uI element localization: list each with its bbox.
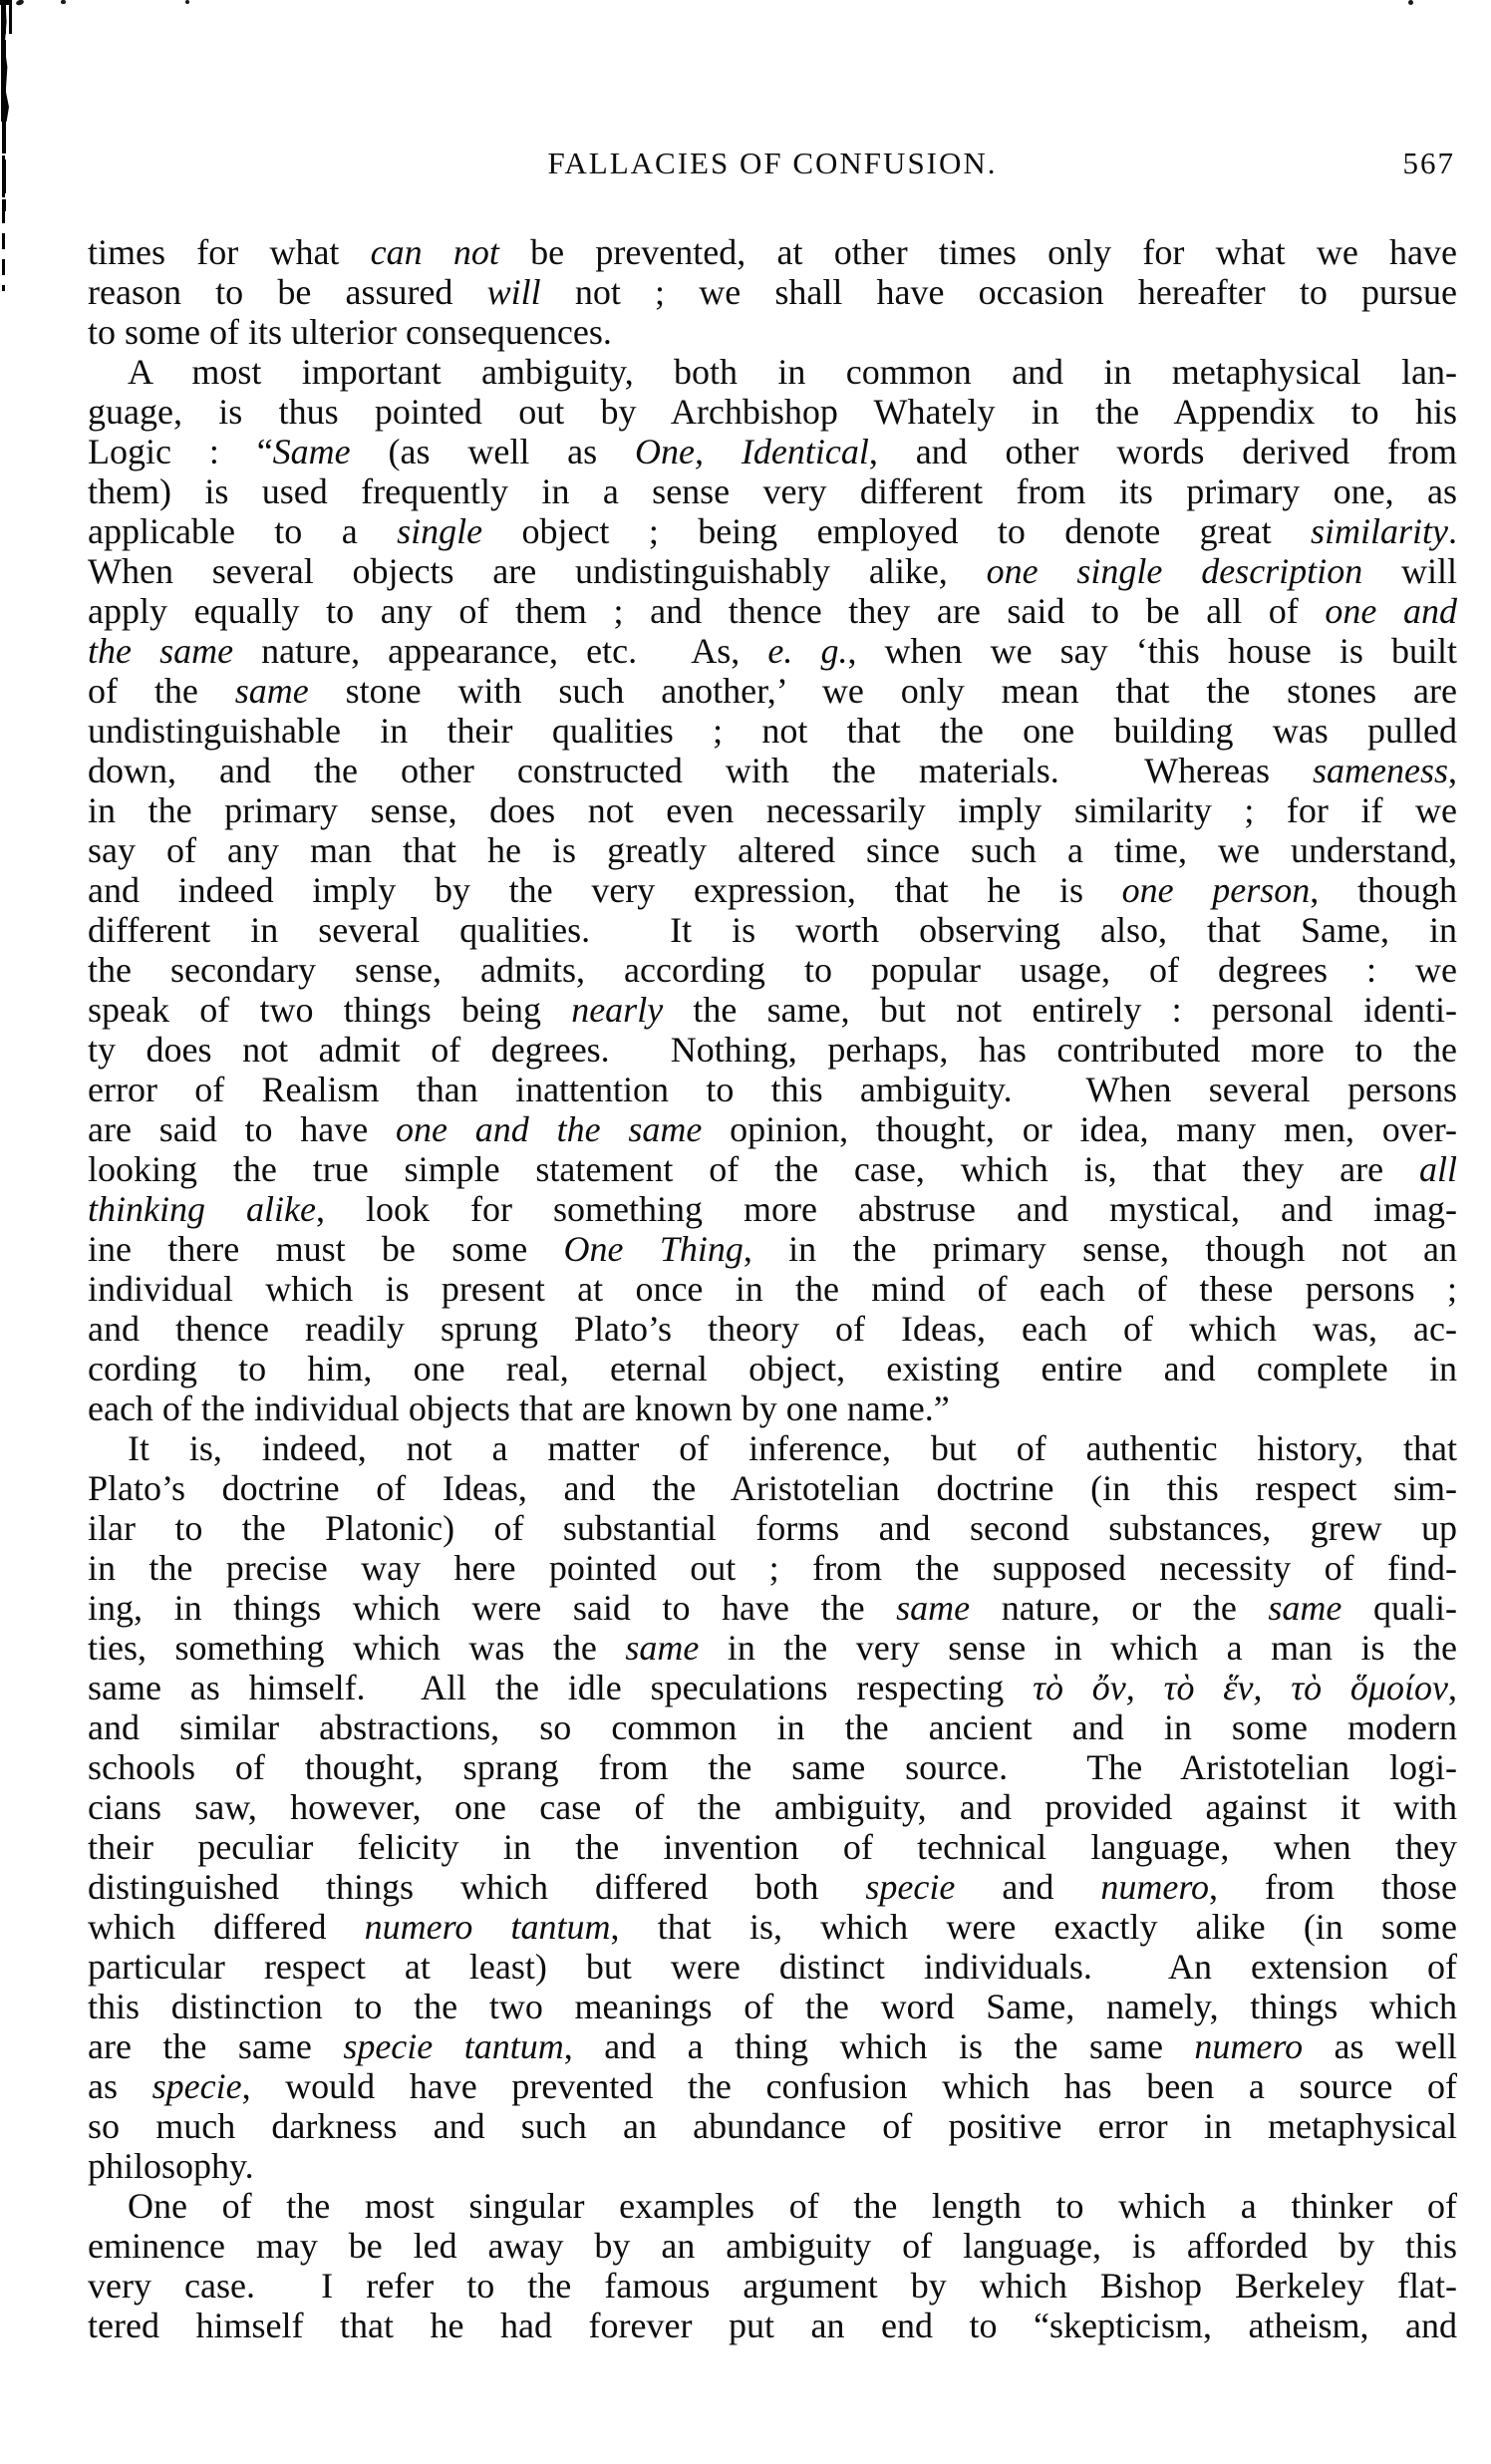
text-segment: in the very sense in which a man is the — [699, 1628, 1458, 1668]
text-line — [88, 2266, 1457, 2306]
text-segment: quali- — [1342, 1588, 1457, 1628]
text-segment: in the primary sense, does not even necessarily imply similarity ; for if we — [88, 790, 1457, 830]
paragraph — [88, 1428, 1457, 2186]
text-line — [88, 232, 1457, 272]
text-segment: applicable to a — [88, 511, 398, 551]
paragraph — [88, 352, 1457, 1428]
text-line — [88, 1867, 1457, 1907]
text-line — [88, 1349, 1457, 1388]
text-line — [88, 1030, 1457, 1070]
text-segment: A most important ambiguity, both in common and in metaphysical lan- — [128, 352, 1457, 392]
text-segment: object ; being employed to denote great — [482, 511, 1311, 551]
text-segment: , — [1448, 751, 1457, 790]
scan-speck — [62, 0, 66, 4]
text-segment: ties, something which was the — [88, 1628, 626, 1668]
text-line — [88, 1189, 1457, 1229]
text-segment: , look for something more abstruse and mystical, and imag- — [315, 1189, 1457, 1229]
italic-text-segment: one person — [1121, 870, 1311, 910]
text-line — [88, 471, 1457, 511]
text-segment: cording to him, one real, eternal object, existing entire and complete in — [88, 1349, 1457, 1388]
text-line — [88, 1628, 1457, 1668]
text-line — [88, 2026, 1457, 2066]
text-line — [88, 352, 1457, 392]
text-line — [88, 830, 1457, 870]
italic-text-segment: thinking alike — [88, 1189, 316, 1229]
page-body-text — [88, 232, 1457, 2345]
text-segment: . — [1448, 511, 1458, 551]
text-segment: Plato’s doctrine of Ideas, and the Aristotelian doctrine (in this respect sim- — [88, 1468, 1457, 1508]
italic-text-segment: e. g. — [767, 631, 848, 671]
text-segment: looking the true simple statement of the case, which is, that they are — [88, 1149, 1419, 1189]
text-segment: to some of its ulterior consequences. — [88, 312, 612, 352]
text-line — [88, 1987, 1457, 2026]
italic-text-segment: same — [896, 1588, 971, 1628]
text-segment: tered himself that he had forever put an end to “skepticism, atheism, and — [88, 2306, 1457, 2345]
text-segment: are the same — [88, 2026, 344, 2066]
text-line — [88, 1070, 1457, 1109]
text-segment: and — [955, 1867, 1101, 1907]
text-line — [88, 1388, 1457, 1428]
italic-text-segment: single — [397, 511, 483, 551]
scan-artifact-line — [9, 0, 12, 34]
italic-text-segment: One, Identical — [635, 432, 869, 471]
scan-artifact-line — [1, 0, 9, 122]
italic-text-segment: τὸ ὄν, τὸ ἕν, τὸ ὅμοίον — [1033, 1668, 1448, 1707]
text-line — [88, 1947, 1457, 1987]
text-line — [88, 1907, 1457, 1947]
page-number: 567 — [1402, 146, 1455, 180]
italic-text-segment: nearly — [571, 990, 664, 1030]
text-segment: , in the primary sense, though not an — [743, 1229, 1457, 1269]
text-segment: nature, appearance, etc. As, — [233, 631, 768, 671]
italic-text-segment: same — [234, 671, 309, 711]
text-segment: (as well as — [350, 432, 636, 471]
text-segment: stone with such another,’ we only mean that the stones are — [308, 671, 1457, 711]
text-line — [88, 2226, 1457, 2266]
text-line — [88, 272, 1457, 312]
text-segment: undistinguishable in their qualities ; not that the one building was pulled — [88, 711, 1457, 751]
text-segment: cians saw, however, one case of the ambiguity, and provided against it with — [88, 1787, 1457, 1827]
text-line — [88, 1468, 1457, 1508]
italic-text-segment: same — [1268, 1588, 1342, 1628]
text-segment: ing, in things which were said to have the — [88, 1588, 897, 1628]
text-segment: nature, or the — [970, 1588, 1269, 1628]
text-line — [88, 631, 1457, 671]
text-segment: the same, but not entirely : personal identi- — [663, 990, 1457, 1030]
italic-text-segment: will — [486, 272, 541, 312]
italic-text-segment: the same — [88, 631, 234, 671]
text-segment: , — [1447, 1668, 1457, 1707]
text-segment: individual which is present at once in the mind of each of these persons ; — [88, 1269, 1457, 1309]
text-segment: particular respect at least) but were distinct individuals. An extension of — [88, 1947, 1457, 1987]
text-segment: , though — [1310, 870, 1457, 910]
text-segment: , from those — [1209, 1867, 1458, 1907]
italic-text-segment: One Thing — [563, 1229, 744, 1269]
italic-text-segment: numero — [1100, 1867, 1209, 1907]
text-line — [88, 392, 1457, 432]
text-segment: be prevented, at other times only for what we have — [498, 232, 1457, 272]
text-segment: not ; we shall have occasion hereafter to pursue — [540, 272, 1457, 312]
text-segment: are said to have — [88, 1109, 397, 1149]
text-line — [88, 1668, 1457, 1707]
text-segment: in the precise way here pointed out ; from the supposed necessity of find- — [88, 1548, 1457, 1588]
text-line — [88, 1269, 1457, 1309]
italic-text-segment: specie — [151, 2066, 242, 2106]
text-segment: ine there must be some — [88, 1229, 564, 1269]
text-segment: It is, indeed, not a matter of inference, but of authentic history, that — [128, 1428, 1457, 1468]
paragraph — [88, 2186, 1457, 2345]
text-line — [88, 950, 1457, 990]
text-line — [88, 751, 1457, 790]
text-segment: as well — [1303, 2026, 1457, 2066]
scan-speck — [1408, 0, 1413, 5]
text-segment: say of any man that he is greatly altered since such a time, we understand, — [88, 830, 1457, 870]
text-segment: When several objects are undistinguishably alike, — [88, 551, 987, 591]
italic-text-segment: Same — [272, 432, 351, 471]
text-segment: of the — [88, 671, 235, 711]
text-segment: error of Realism than inattention to this ambiguity. When several persons — [88, 1070, 1457, 1109]
text-segment: and similar abstractions, so common in the ancient and in some modern — [88, 1707, 1457, 1747]
text-line — [88, 2066, 1457, 2106]
italic-text-segment: similarity — [1311, 511, 1449, 551]
text-segment: the secondary sense, admits, according to popular usage, of degrees : we — [88, 950, 1457, 990]
italic-text-segment: same — [625, 1628, 700, 1668]
text-segment: One of the most singular examples of the length to which a thinker of — [128, 2186, 1457, 2226]
text-segment: ty does not admit of degrees. Nothing, perhaps, has contributed more to the — [88, 1030, 1457, 1070]
text-segment: Logic : “ — [88, 432, 273, 471]
text-line — [88, 1747, 1457, 1787]
italic-text-segment: one and the same — [396, 1109, 703, 1149]
text-segment: speak of two things being — [88, 990, 572, 1030]
text-segment: , when we say ‘this house is built — [847, 631, 1458, 671]
text-line — [88, 1827, 1457, 1867]
text-line — [88, 711, 1457, 751]
text-segment: down, and the other constructed with the materials. Whereas — [88, 751, 1314, 790]
text-line — [88, 910, 1457, 950]
text-segment: so much darkness and such an abundance of positive error in metaphysical — [88, 2106, 1457, 2146]
text-line — [88, 1588, 1457, 1628]
text-line — [88, 1508, 1457, 1548]
text-segment: apply equally to any of them ; and thence they are said to be all of — [88, 591, 1326, 631]
text-segment: their peculiar felicity in the invention of technical language, when they — [88, 1827, 1457, 1867]
italic-text-segment: can not — [370, 232, 499, 272]
text-segment: guage, is thus pointed out by Archbishop Whately in the Appendix to his — [88, 392, 1457, 432]
italic-text-segment: sameness — [1313, 751, 1448, 790]
text-line — [88, 1149, 1457, 1189]
text-segment: them) is used frequently in a sense very different from its primary one, as — [88, 471, 1457, 511]
text-line — [88, 870, 1457, 910]
text-segment: this distinction to the two meanings of the word Same, namely, things which — [88, 1987, 1457, 2026]
text-segment: distinguished things which differed both — [88, 1867, 866, 1907]
text-segment: will — [1362, 551, 1458, 591]
italic-text-segment: specie tantum — [343, 2026, 564, 2066]
text-segment: schools of thought, sprang from the same source. The Aristotelian logi- — [88, 1747, 1457, 1787]
text-line — [88, 511, 1457, 551]
text-segment: , and other words derived from — [868, 432, 1458, 471]
text-segment: philosophy. — [88, 2146, 254, 2186]
text-line — [88, 1109, 1457, 1149]
italic-text-segment: numero — [1194, 2026, 1304, 2066]
text-line — [88, 591, 1457, 631]
paragraph — [88, 232, 1457, 352]
text-line — [88, 990, 1457, 1030]
text-line — [88, 2306, 1457, 2345]
text-segment: eminence may be led away by an ambiguity of language, is afforded by this — [88, 2226, 1457, 2266]
text-segment: opinion, thought, or idea, many men, over- — [702, 1109, 1458, 1149]
text-segment: and indeed imply by the very expression, that he is — [88, 870, 1122, 910]
text-segment: ilar to the Platonic) of substantial forms and second substances, grew up — [88, 1508, 1457, 1548]
text-line — [88, 551, 1457, 591]
text-line — [88, 1707, 1457, 1747]
text-segment: different in several qualities. It is worth observing also, that Same, in — [88, 910, 1457, 950]
text-segment: , would have prevented the confusion which has been a source of — [241, 2066, 1457, 2106]
text-line — [88, 671, 1457, 711]
text-segment: very case. I refer to the famous argument by which Bishop Berkeley flat- — [88, 2266, 1457, 2306]
text-line — [88, 790, 1457, 830]
italic-text-segment: one single description — [986, 551, 1363, 591]
italic-text-segment: all — [1418, 1149, 1457, 1189]
text-segment: each of the individual objects that are known by one name.” — [88, 1388, 950, 1428]
text-line — [88, 1229, 1457, 1269]
text-line — [88, 1309, 1457, 1349]
text-segment: , and a thing which is the same — [563, 2026, 1195, 2066]
text-segment: reason to be assured — [88, 272, 487, 312]
italic-text-segment: numero tantum — [364, 1907, 611, 1947]
text-line — [88, 1548, 1457, 1588]
text-segment: same as himself. All the idle speculations respecting — [88, 1668, 1034, 1707]
text-line — [88, 2106, 1457, 2146]
text-segment: and thence readily sprung Plato’s theory of Ideas, each of which was, ac- — [88, 1309, 1457, 1349]
text-segment: which differed — [88, 1907, 365, 1947]
text-line — [88, 2146, 1457, 2186]
text-segment: , that is, which were exactly alike (in some — [610, 1907, 1458, 1947]
italic-text-segment: specie — [865, 1867, 956, 1907]
running-title: FALLACIES OF CONFUSION. — [547, 146, 998, 180]
page-header — [88, 146, 1457, 187]
text-segment: as — [88, 2066, 152, 2106]
text-line — [88, 2186, 1457, 2226]
text-line — [88, 1428, 1457, 1468]
text-line — [88, 1787, 1457, 1827]
text-line — [88, 312, 1457, 352]
scan-speck — [15, 0, 24, 6]
text-line — [88, 432, 1457, 471]
text-segment: times for what — [88, 232, 371, 272]
italic-text-segment: one and — [1325, 591, 1457, 631]
scan-speck — [185, 0, 189, 4]
